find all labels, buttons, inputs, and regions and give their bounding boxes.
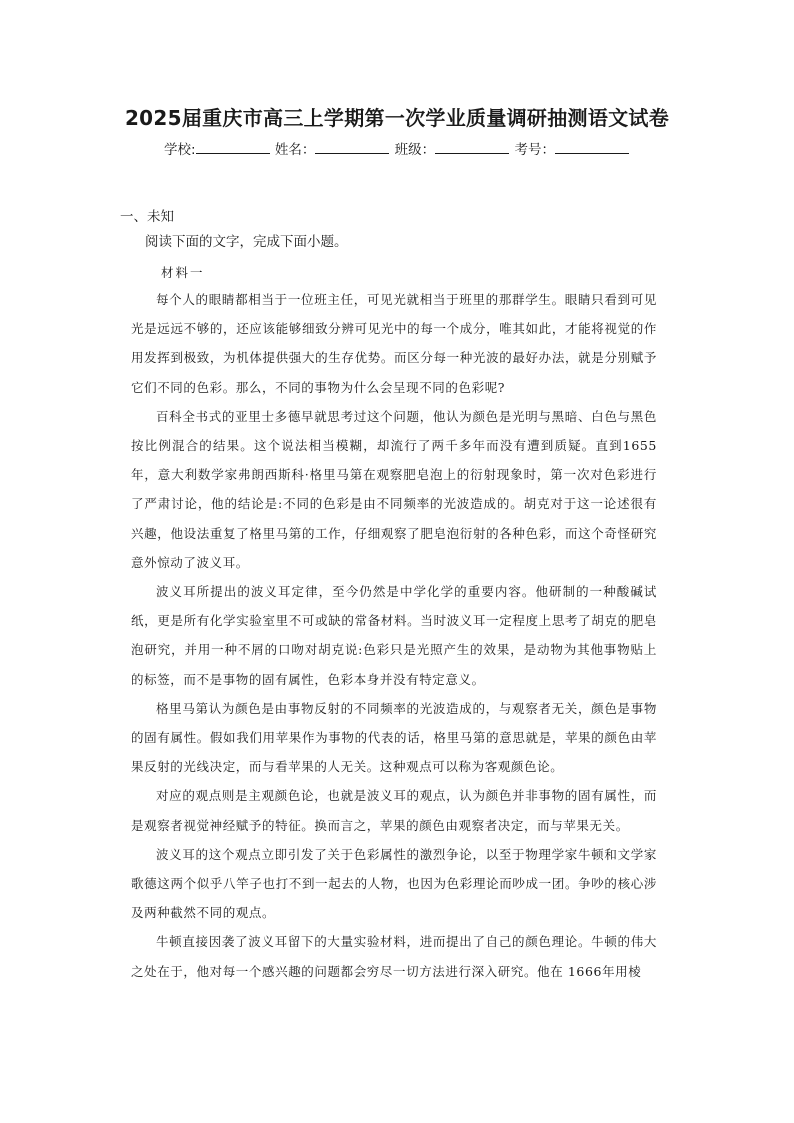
material-label: 材料一 <box>161 265 205 280</box>
paragraph: 牛顿直接因袭了波义耳留下的大量实验材料，进而提出了自己的颜色理论。牛顿的伟大之处在于，他对每一个感兴趣的问题都会穷尽一切方法进行深入研究。他在 1666年用棱 <box>131 934 657 979</box>
school-label: 学校: <box>164 142 196 158</box>
paragraph: 格里马第认为颜色是由事物反射的不同频率的光波造成的，与观察者无关，颜色是事物的固有属性。假如我们用苹果作为事物的代表的话，格里马第的意思就是，苹果的颜色由苹果反射的光线决定，而与看苹果的人无关。这种观点可以称为客观颜色论。 <box>131 700 657 775</box>
exam-number-blank[interactable] <box>555 141 629 154</box>
paragraph: 百科全书式的亚里士多德早就思考过这个问题，他认为颜色是光明与黑暗、白色与黑色按比例混合的结果。这个说法相当模糊，却流行了两千多年而没有遭到质疑。直到1655年，意大利数学家弗朗西斯科·格里马第在观察肥皂泡上的衍射现象时，第一次对色彩进行了严肃讨论，他的结论是:不同的色彩是由不同频率的光波造成的。胡克对于这一论述很有兴趣，他设法重复了格里马第的工作，仔细观察了肥皂泡衍射的各种色彩，而这个奇怪研究意外惊动了波义耳。 <box>131 408 657 570</box>
paragraph: 波义耳所提出的波义耳定律，至今仍然是中学化学的重要内容。他研制的一种酸碱试纸，更是所有化学实验室里不可或缺的常备材料。当时波义耳一定程度上思考了胡克的肥皂泡研究，并用一种不屑的口吻对胡克说:色彩只是光照产生的效果，是动物为其他事物贴上的标签，而不是事物的固有属性，色彩本身并没有特定意义。 <box>131 584 657 687</box>
name-blank[interactable] <box>315 141 389 154</box>
school-blank[interactable] <box>196 141 270 154</box>
exam-number-label: 考号： <box>514 142 555 158</box>
paragraph: 波义耳的这个观点立即引发了关于色彩属性的激烈争论，以至于物理学家牛顿和文学家歌德这两个似乎八竿子也打不到一起去的人物，也因为色彩理论而吵成一团。争吵的核心涉及两种截然不同的观点。 <box>131 846 657 921</box>
student-info-line <box>0 138 794 158</box>
name-label: 姓名： <box>274 142 316 158</box>
exam-title: 2025届重庆市高三上学期第一次学业质量调研抽测语文试卷 <box>124 106 670 130</box>
class-blank[interactable] <box>435 141 509 154</box>
class-label: 班级： <box>394 142 436 158</box>
paragraph: 对应的观点则是主观颜色论，也就是波义耳的观点，认为颜色并非事物的固有属性，而是观察者视觉神经赋予的特征。换而言之，苹果的颜色由观察者决定，而与苹果无关。 <box>131 788 657 833</box>
section-heading: 一、未知 <box>120 209 174 225</box>
paragraph: 每个人的眼睛都相当于一位班主任，可见光就相当于班里的那群学生。眼睛只看到可见光是远远不够的，还应该能够细致分辨可见光中的每一个成分，唯其如此，才能将视觉的作用发挥到极致，为机体提供强大的生存优势。而区分每一种光波的最好办法，就是分别赋予它们不同的色彩。那么，不同的事物为什么会呈现不同的色彩呢? <box>131 292 657 395</box>
passage-body <box>131 285 657 986</box>
instructions: 阅读下面的文字，完成下面小题。 <box>145 234 348 250</box>
